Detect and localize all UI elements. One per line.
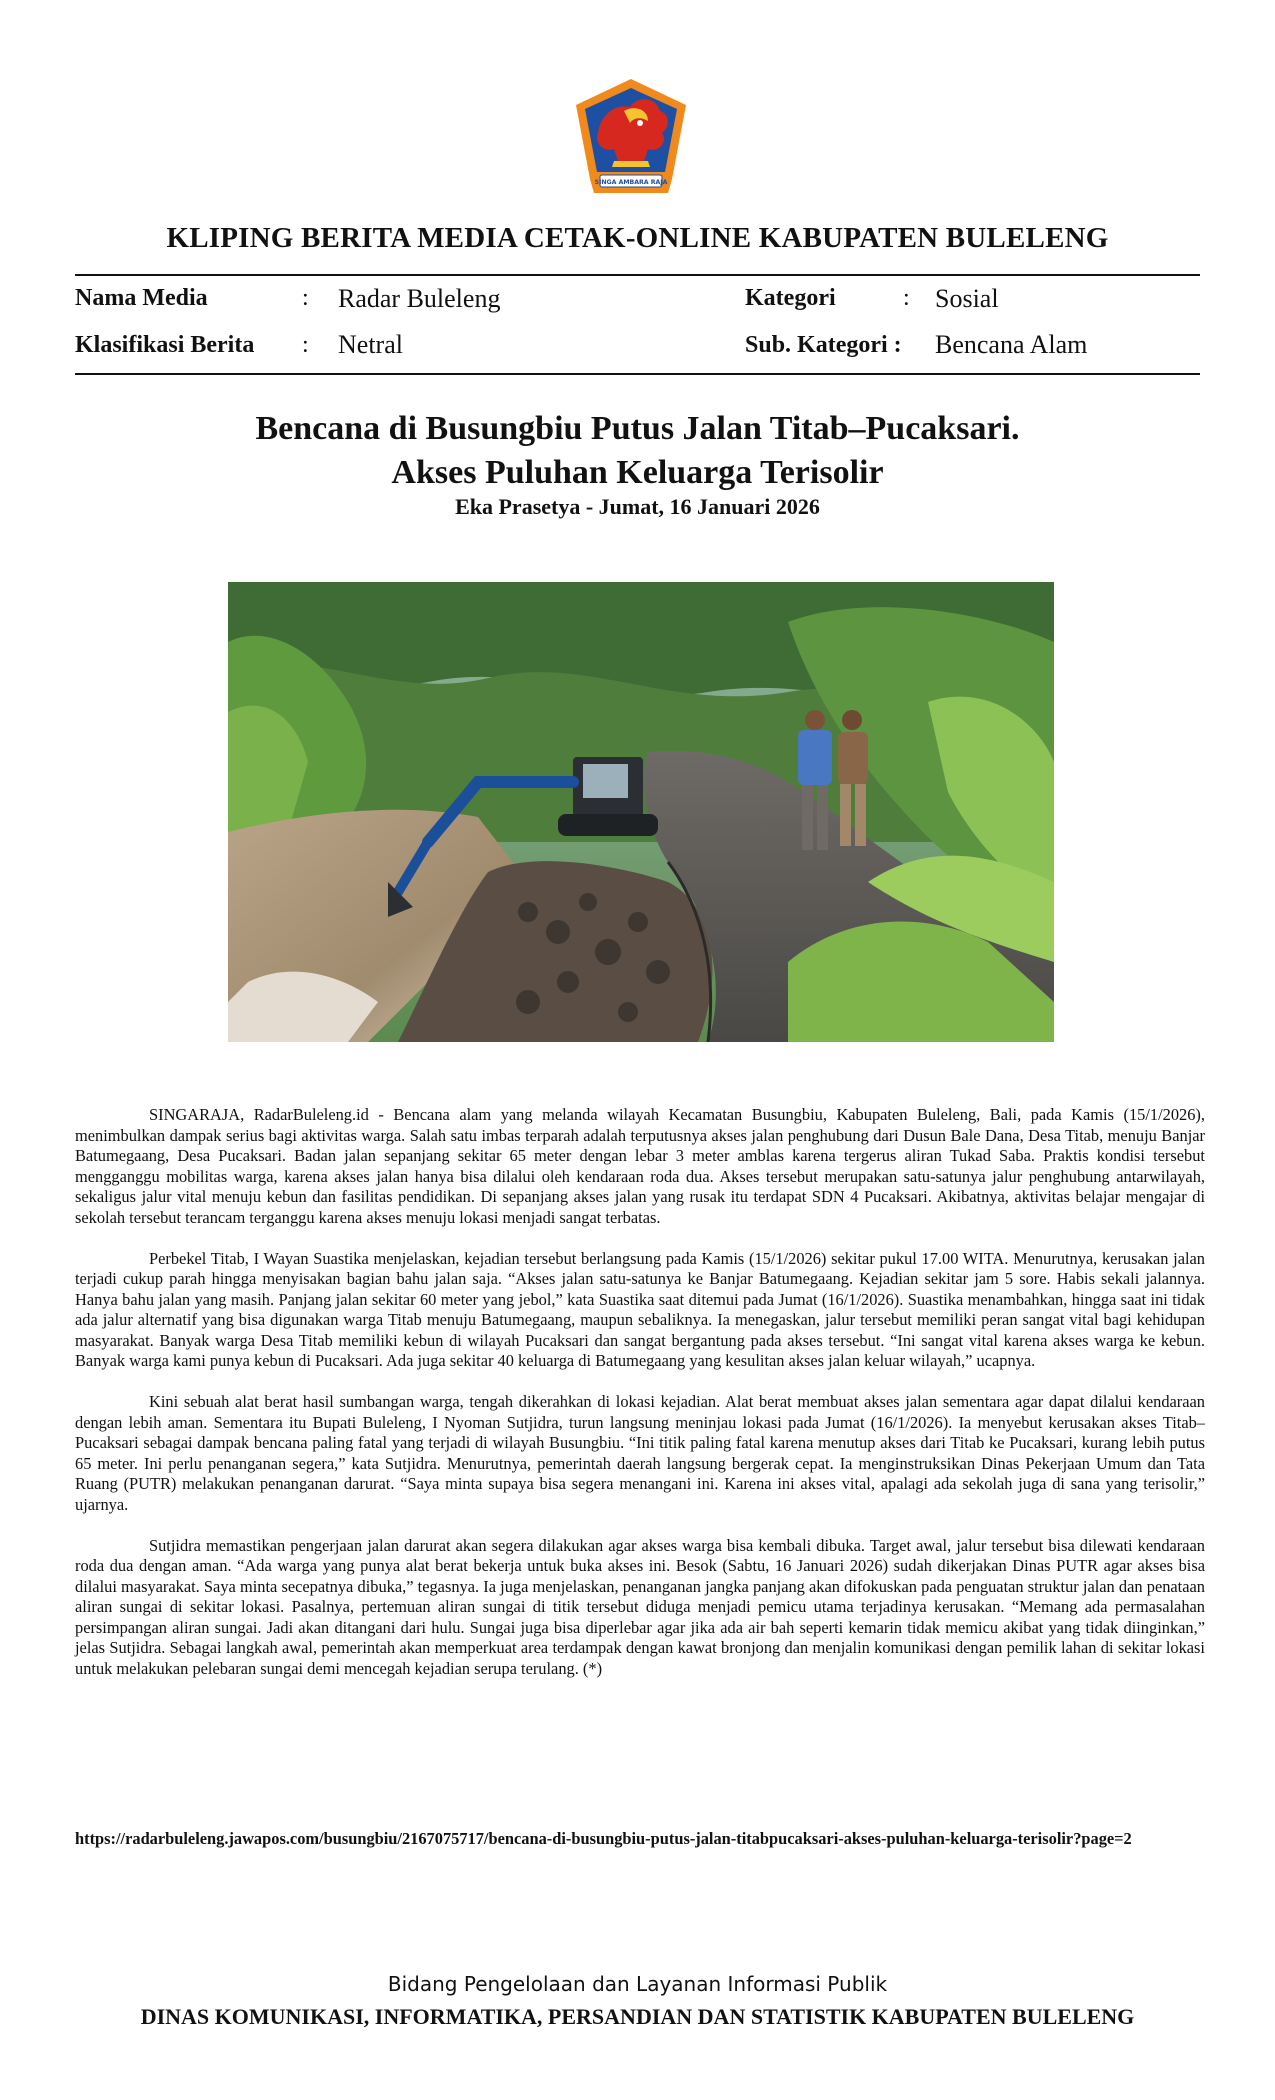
subkategori-value: Bencana Alam (935, 330, 1088, 359)
headline-line-1: Bencana di Busungbiu Putus Jalan Titab–Pucaksari. (255, 410, 1020, 447)
subkategori-label: Sub. Kategori : (745, 332, 902, 358)
source-url-link[interactable]: https://radarbuleleng.jawapos.com/busungbiu/2167075717/bencana-di-busungbiu-putus-jalan-titabpucaksari-akses-puluhan-keluarga-terisolir?page=2 (75, 1829, 1132, 1848)
media-label: Nama Media (75, 285, 208, 311)
media-value: Radar Buleleng (338, 284, 501, 313)
klasifikasi-value: Netral (338, 330, 403, 359)
article-paragraph-3: Kini sebuah alat berat hasil sumbangan warga, tengah dikerahkan di lokasi kejadian. Alat berat membuat akses jalan sementara agar dapat dilalui kendaraan dengan lebih aman. Sementara itu Bupati Buleleng, I Nyoman Sutjidra, turun langsung meninjau lokasi pada Jumat (16/1/2026). Ia menyebut kerusakan akses Titab–Pucaksari sebagai dampak bencana paling fatal yang terjadi di wilayah Busungbiu. “Ini titik paling fatal karena menutup akses dari Titab ke Pucaksari, kurang lebih putus 65 meter. Ini perlu penanganan segera,” kata Sutjidra. Menurutnya, pemerintah daerah langsung bergerak cepat. Ia menginstruksikan Dinas Pekerjaan Umum dan Tata Ruang (PUTR) melakukan penanganan darurat. “Saya minta supaya bisa segera menangani ini. Karena ini akses vital, apalagi ada sekolah juga di sana yang terisolir,” ujarnya. (75, 1392, 1205, 1514)
kabupaten-buleleng-crest-logo (564, 75, 698, 199)
top-divider (75, 274, 1200, 276)
kategori-label: Kategori (745, 285, 836, 311)
klasifikasi-label: Klasifikasi Berita (75, 332, 255, 358)
article-paragraph-1: SINGARAJA, RadarBuleleng.id - Bencana alam yang melanda wilayah Kecamatan Busungbiu, Kabupaten Buleleng, Bali, pada Kamis (15/1/2026), menimbulkan dampak serius bagi aktivitas warga. Salah satu imbas terparah adalah terputusnya akses jalan penghubung dari Dusun Bale Dana, Desa Titab, menuju Banjar Batumegaang, Desa Pucaksari. Badan jalan sepanjang sekitar 65 meter dengan lebar 3 meter amblas karena tergerus aliran Tukad Saba. Praktis kondisi tersebut mengganggu mobilitas warga, karena akses jalan hanya bisa dilalui oleh kendaraan roda dua. Akses tersebut merupakan satu-satunya jalur penghubung antarwilayah, sekaligus jalur vital menuju kebun dan fasilitas pendidikan. Di sepanjang akses jalan yang rusak itu terdapat SDN 4 Pucaksari. Akibatnya, aktivitas belajar mengajar di sekolah tersebut terancam terganggu karena akses menuju lokasi menjadi sangat terbatas. (75, 1105, 1205, 1227)
article-paragraph-4: Sutjidra memastikan pengerjaan jalan darurat akan segera dilakukan agar akses warga bisa kembali dibuka. Target awal, jalur tersebut bisa dilewati kendaraan roda dua dengan aman. “Ada warga yang punya alat berat bekerja untuk buka akses ini. Besok (Sabtu, 16 Januari 2026) sudah dikerjakan Dinas PUTR agar akses bisa dilalui masyarakat. Saya minta secepatnya dibuka,” tegasnya. Ia juga menjelaskan, penanganan jangka panjang akan difokuskan pada penguatan struktur jalan dan penataan aliran sungai di sekitar lokasi. Pasalnya, pertemuan aliran sungai di titik tersebut diduga menjadi pemicu utama terjadinya kerusakan. “Memang ada permasalahan persimpangan aliran sungai. Jadi akan ditangani dari hulu. Sungai juga bisa diperlebar agar jika ada air bah seperti kemarin tidak memicu akibat yang tidak diinginkan,” jelas Sutjidra. Sebagai langkah awal, pemerintah akan memperkuat area terdampak dengan kawat bronjong dan menjalin komunikasi dengan pemilik lahan di sekitar lokasi untuk melakukan pelebaran sungai demi mencegah kejadian serupa terulang. (*) (75, 1535, 1205, 1678)
headline-line-2: Akses Puluhan Keluarga Terisolir (391, 454, 884, 491)
kategori-colon: : (903, 285, 910, 311)
footer-division: Bidang Pengelolaan dan Layanan Informasi Publik (387, 1972, 888, 1996)
article-photo (228, 582, 1054, 1042)
logo-motto-text: SINGA AMBARA RAJA (594, 179, 668, 186)
article-paragraph-2: Perbekel Titab, I Wayan Suastika menjelaskan, kejadian tersebut berlangsung pada Kamis (15/1/2026) sekitar pukul 17.00 WITA. Menurutnya, kerusakan jalan terjadi cukup parah hingga menyisakan bagian bahu jalan saja. “Akses jalan satu-satunya ke Banjar Batumegaang. Kejadian sekitar jam 5 sore. Habis sekali jalannya. Hanya bahu jalan yang masih. Panjang jalan sekitar 60 meter yang jebol,” kata Suastika saat ditemui pada Jumat (16/1/2026). Suastika menambahkan, hingga saat ini tidak ada jalur alternatif yang bisa digunakan warga Titab menuju Batumegaang, maupun sebaliknya. Ia menegaskan, jalur tersebut memiliki peran sangat vital bagi kehidupan masyarakat. Banyak warga Desa Titab memiliki kebun di wilayah Pucaksari dan sangat bergantung pada akses tersebut. “Ini sangat vital karena akses warga ke kebun. Banyak warga kami punya kebun di Pucaksari. Ada juga sekitar 40 keluarga di Batumegaang yang kesulitan akses jalan keluar wilayah,” ucapnya. (75, 1248, 1205, 1370)
media-colon: : (302, 285, 309, 311)
klasifikasi-colon: : (302, 332, 309, 358)
byline: Eka Prasetya - Jumat, 16 Januari 2026 (455, 494, 820, 519)
article-body (75, 1105, 1205, 1700)
document-title: KLIPING BERITA MEDIA CETAK-ONLINE KABUPATEN BULELENG (166, 222, 1109, 254)
kategori-value: Sosial (935, 284, 999, 313)
footer-agency: DINAS KOMUNIKASI, INFORMATIKA, PERSANDIAN DAN STATISTIK KABUPATEN BULELENG (140, 2004, 1135, 2029)
bottom-divider (75, 373, 1200, 375)
